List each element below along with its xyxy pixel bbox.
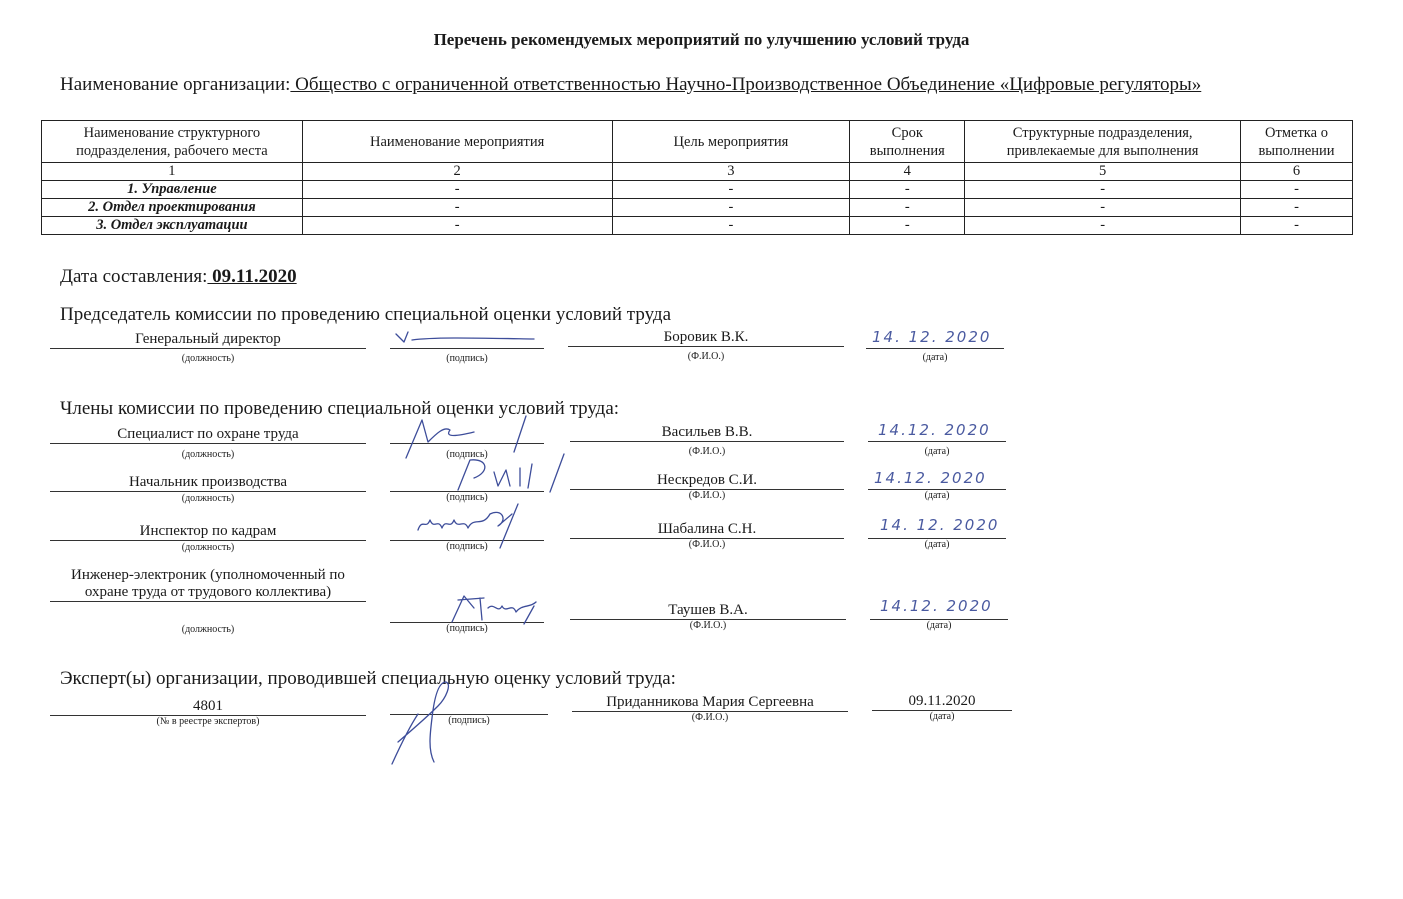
table-cell: - — [965, 217, 1241, 235]
table-cell: - — [1241, 217, 1353, 235]
table-number-row — [42, 163, 1353, 181]
table-number-cell: 5 — [965, 163, 1241, 181]
table-header-cell: Наименование структурного подразделения, рабочего места — [42, 121, 303, 163]
caption-date: (дата) — [924, 446, 950, 457]
member-date: 14.12. 2020 — [874, 469, 987, 487]
member-position: Инженер-электроник (уполномоченный по охране труда от трудового коллектива) — [50, 567, 366, 602]
member-fio: Васильев В.В. — [570, 424, 844, 442]
compilation-date-line — [60, 266, 297, 288]
table-row — [42, 217, 1353, 235]
table-cell: - — [850, 217, 965, 235]
table-cell: - — [965, 181, 1241, 199]
expert-fio: Приданникова Мария Сергеевна — [572, 694, 848, 712]
department-name: 3. Отдел эксплуатации — [42, 217, 303, 235]
table-row — [42, 199, 1353, 217]
table-cell: - — [302, 181, 612, 199]
caption-position: (должность) — [181, 624, 235, 635]
table-number-cell: 6 — [1241, 163, 1353, 181]
caption-signature: (подпись) — [446, 492, 488, 503]
caption-fio: (Ф.И.О.) — [688, 446, 726, 457]
table-cell: - — [850, 199, 965, 217]
table-number-cell: 4 — [850, 163, 965, 181]
expert-signature — [388, 676, 468, 768]
table-number-cell: 1 — [42, 163, 303, 181]
compilation-date-value: 09.11.2020 — [207, 266, 297, 287]
chairman-heading: Председатель комиссии по проведению специальной оценки условий труда — [60, 304, 671, 325]
department-name: 1. Управление — [42, 181, 303, 199]
table-cell: - — [1241, 181, 1353, 199]
organization-label: Наименование организации: — [60, 74, 291, 95]
table-header-cell: Наименование мероприятия — [302, 121, 612, 163]
member-date: 14. 12. 2020 — [880, 516, 1000, 534]
table-number-cell: 3 — [612, 163, 850, 181]
table-number-cell: 2 — [302, 163, 612, 181]
caption-signature: (подпись) — [446, 449, 488, 460]
member-fio: Шабалина С.Н. — [570, 521, 844, 539]
table-header-cell: Цель мероприятия — [612, 121, 850, 163]
caption-fio: (Ф.И.О.) — [688, 490, 726, 501]
table-cell: - — [302, 199, 612, 217]
caption-signature: (подпись) — [446, 623, 488, 634]
table-cell: - — [1241, 199, 1353, 217]
caption-signature: (подпись) — [446, 353, 488, 364]
chairman-fio: Боровик В.К. — [568, 329, 844, 347]
department-name: 2. Отдел проектирования — [42, 199, 303, 217]
table-header-row — [42, 121, 1353, 163]
caption-position: (должность) — [181, 493, 235, 504]
member-date: 14.12. 2020 — [878, 421, 991, 439]
caption-date: (дата) — [922, 352, 948, 363]
table-row — [42, 181, 1353, 199]
document-title: Перечень рекомендуемых мероприятий по улучшению условий труда — [433, 30, 970, 49]
member-signature — [448, 452, 568, 494]
measures-table — [41, 120, 1353, 235]
caption-signature: (подпись) — [446, 541, 488, 552]
chairman-signature — [394, 328, 544, 348]
member-date: 14.12. 2020 — [880, 597, 993, 615]
table-header-cell: Срок выполнения — [850, 121, 965, 163]
caption-date: (дата) — [924, 490, 950, 501]
table-cell: - — [612, 217, 850, 235]
table-cell: - — [612, 181, 850, 199]
caption-registry: (№ в реестре экспертов) — [156, 716, 260, 727]
table-cell: - — [850, 181, 965, 199]
organization-line — [60, 74, 1201, 96]
expert-registry-number: 4801 — [50, 698, 366, 716]
caption-date: (дата) — [929, 711, 955, 722]
member-signature — [444, 588, 544, 628]
chairman-date: 14. 12. 2020 — [872, 328, 992, 346]
member-position: Начальник производства — [50, 474, 366, 492]
table-header-cell: Структурные подразделения, привлекаемые для выполнения — [965, 121, 1241, 163]
caption-fio: (Ф.И.О.) — [689, 620, 727, 631]
organization-name: Общество с ограниченной ответственностью Научно-Производственное Объединение «Цифровые регуляторы» — [290, 74, 1202, 95]
member-signature — [412, 500, 532, 552]
caption-fio: (Ф.И.О.) — [691, 712, 729, 723]
chairman-position: Генеральный директор — [50, 331, 366, 349]
compilation-date-label: Дата составления: — [60, 266, 208, 287]
caption-date: (дата) — [924, 539, 950, 550]
member-fio: Нескредов С.И. — [570, 472, 844, 490]
member-fio: Таушев В.А. — [570, 602, 846, 620]
expert-date: 09.11.2020 — [872, 693, 1012, 711]
table-cell: - — [302, 217, 612, 235]
caption-fio: (Ф.И.О.) — [687, 351, 725, 362]
expert-heading: Эксперт(ы) организации, проводившей специальную оценку условий труда: — [60, 668, 676, 689]
caption-position: (должность) — [181, 353, 235, 364]
caption-position: (должность) — [181, 449, 235, 460]
caption-date: (дата) — [926, 620, 952, 631]
table-header-cell: Отметка о выполнении — [1241, 121, 1353, 163]
member-position: Инспектор по кадрам — [50, 523, 366, 541]
table-cell: - — [612, 199, 850, 217]
caption-position: (должность) — [181, 542, 235, 553]
member-position: Специалист по охране труда — [50, 426, 366, 444]
caption-signature: (подпись) — [448, 715, 490, 726]
members-heading: Члены комиссии по проведению специальной оценки условий труда: — [60, 398, 620, 419]
caption-fio: (Ф.И.О.) — [688, 539, 726, 550]
table-cell: - — [965, 199, 1241, 217]
